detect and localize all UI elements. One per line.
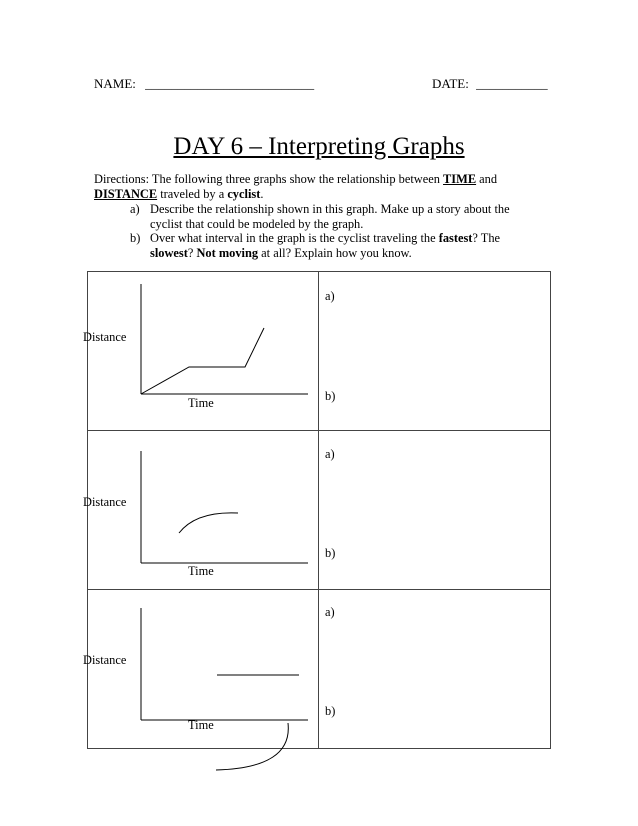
graph-row-1 — [88, 272, 551, 431]
name-field[interactable] — [94, 76, 314, 92]
answer-3-b: b) — [325, 704, 336, 718]
graph-cell-1 — [83, 272, 319, 431]
b-line1-pre: Over what interval in the graph is the cyclist traveling the — [150, 231, 439, 245]
b-line1-post: ? The — [472, 231, 501, 245]
name-blank[interactable]: __________________________ — [145, 76, 315, 91]
answer-cell-1[interactable] — [319, 272, 551, 431]
graph-cell-2 — [83, 431, 319, 590]
graph-2-y-label: Distance — [83, 495, 127, 509]
graph-row-2 — [88, 431, 551, 590]
date-label: DATE: — [432, 76, 469, 91]
graph-cell-3 — [83, 590, 319, 749]
time-keyword: TIME — [443, 172, 477, 186]
b-q: ? — [187, 246, 197, 260]
graph-2-curve — [179, 513, 238, 533]
traveled-text: traveled by a — [157, 187, 228, 201]
graph-3-curve — [216, 723, 288, 770]
direction-b-line-1 — [150, 231, 500, 246]
answer-2-b: b) — [325, 546, 336, 560]
answer-1-b: b) — [325, 389, 336, 403]
graph-1-y-label: Distance — [83, 330, 127, 344]
date-field[interactable] — [432, 76, 548, 92]
direction-b-line-2 — [150, 246, 412, 261]
direction-a-line-2: cyclist that could be modeled by the graph. — [150, 217, 364, 231]
directions-line-1 — [94, 172, 497, 187]
slowest-keyword: slowest — [150, 246, 188, 260]
graph-row-3 — [88, 590, 551, 749]
name-label: NAME: — [94, 76, 136, 91]
direction-a-marker: a) — [130, 202, 140, 216]
page-title: DAY 6 – Interpreting Graphs — [173, 133, 465, 160]
b-line2-post: at all? Explain how you know. — [258, 246, 412, 260]
distance-keyword: DISTANCE — [94, 187, 158, 201]
cyclist-keyword: cyclist — [227, 187, 261, 201]
graph-1-x-label: Time — [188, 396, 214, 410]
graph-3-x-label: Time — [188, 718, 214, 732]
period: . — [260, 187, 264, 201]
answer-cell-2[interactable] — [319, 431, 551, 590]
directions-lead: Directions: The following three graphs show the relationship between — [94, 172, 444, 186]
fastest-keyword: fastest — [438, 231, 473, 245]
direction-b-marker: b) — [130, 231, 141, 245]
date-blank[interactable]: ___________ — [476, 76, 548, 91]
and-word: and — [476, 172, 498, 186]
graph-1-curve — [141, 328, 264, 394]
directions-line-2 — [94, 187, 263, 202]
answer-2-a: a) — [325, 447, 335, 461]
answer-cell-3[interactable] — [319, 590, 551, 749]
graphs-table — [83, 271, 551, 749]
answer-1-a: a) — [325, 289, 335, 303]
graph-2-x-label: Time — [188, 564, 214, 578]
not-moving-keyword: Not moving — [196, 246, 259, 260]
direction-a-line-1: Describe the relationship shown in this graph. Make up a story about the — [150, 202, 510, 216]
graph-3-y-label: Distance — [83, 653, 127, 667]
answer-3-a: a) — [325, 605, 335, 619]
